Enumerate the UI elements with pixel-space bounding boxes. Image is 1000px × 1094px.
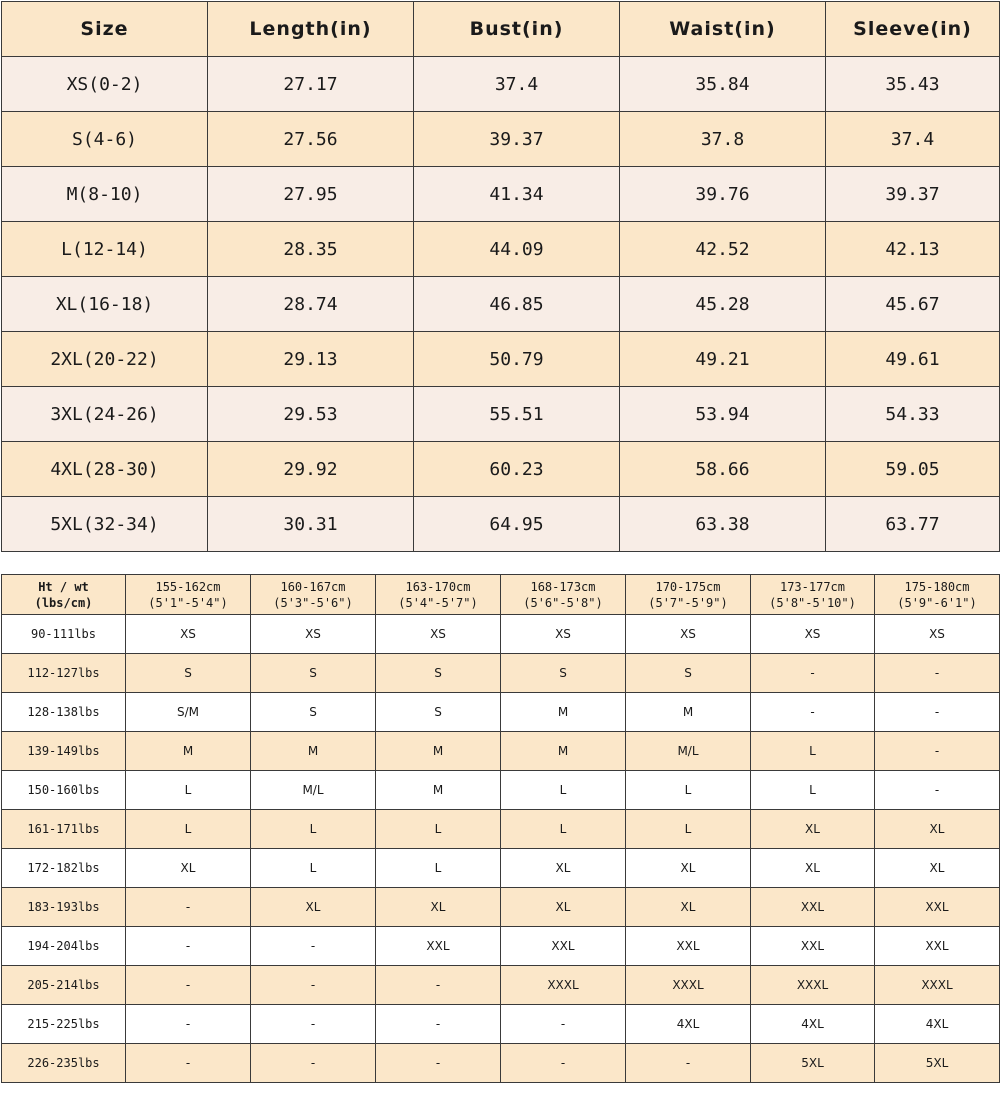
recommended-size-cell: M: [501, 732, 626, 771]
size-label-cell: XL(16-18): [2, 277, 208, 332]
recommended-size-cell: L: [126, 810, 251, 849]
recommended-size-cell: -: [126, 1044, 251, 1083]
recommended-size-cell: M: [626, 693, 751, 732]
recommended-size-cell: XXL: [875, 888, 1000, 927]
recommended-size-cell: -: [126, 1005, 251, 1044]
height-range-header: [251, 575, 376, 615]
recommended-size-cell: XXXL: [501, 966, 626, 1005]
recommended-size-cell: XL: [875, 849, 1000, 888]
recommended-size-cell: L: [251, 810, 376, 849]
measurement-cell: 39.37: [414, 112, 620, 167]
recommended-size-cell: XL: [501, 888, 626, 927]
fit-table-row: [2, 654, 1000, 693]
weight-range-cell: 205-214lbs: [2, 966, 126, 1005]
height-cm-label: 160-167cm: [280, 579, 346, 594]
fit-table-row: [2, 849, 1000, 888]
recommended-size-cell: S: [251, 654, 376, 693]
recommended-size-cell: L: [626, 771, 751, 810]
recommended-size-cell: XS: [875, 615, 1000, 654]
size-label-cell: S(4-6): [2, 112, 208, 167]
size-table-header-cell: Bust(in): [414, 2, 620, 57]
recommended-size-cell: XXXL: [751, 966, 875, 1005]
fit-table-header-row: [2, 575, 1000, 615]
measurement-cell: 30.31: [208, 497, 414, 552]
recommended-size-cell: -: [626, 1044, 751, 1083]
height-ft-label: (5'4"-5'7"): [398, 595, 478, 610]
recommended-size-cell: -: [501, 1044, 626, 1083]
height-range-header: [751, 575, 875, 615]
size-table-header-cell: Length(in): [208, 2, 414, 57]
measurement-cell: 63.38: [620, 497, 826, 552]
height-ft-label: (5'8"-5'10"): [769, 595, 856, 610]
measurement-cell: 55.51: [414, 387, 620, 442]
recommended-size-cell: XS: [376, 615, 501, 654]
recommended-size-cell: XS: [626, 615, 751, 654]
size-table-row: [2, 497, 1000, 552]
fit-table-row: [2, 888, 1000, 927]
height-cm-label: 170-175cm: [655, 579, 721, 594]
fit-table-row: [2, 927, 1000, 966]
recommended-size-cell: XXL: [376, 927, 501, 966]
size-table-row: [2, 112, 1000, 167]
height-cm-label: 155-162cm: [155, 579, 221, 594]
recommended-size-cell: -: [126, 927, 251, 966]
recommended-size-cell: XXL: [626, 927, 751, 966]
measurement-cell: 45.28: [620, 277, 826, 332]
measurement-cell: 44.09: [414, 222, 620, 277]
recommended-size-cell: XXL: [501, 927, 626, 966]
height-ft-label: (5'7"-5'9"): [648, 595, 728, 610]
weight-range-cell: 150-160lbs: [2, 771, 126, 810]
weight-range-cell: 112-127lbs: [2, 654, 126, 693]
recommended-size-cell: S: [626, 654, 751, 693]
measurement-cell: 50.79: [414, 332, 620, 387]
recommended-size-cell: -: [751, 654, 875, 693]
height-cm-label: 173-177cm: [779, 579, 846, 594]
recommended-size-cell: L: [751, 732, 875, 771]
measurement-cell: 53.94: [620, 387, 826, 442]
height-cm-label: 175-180cm: [904, 579, 970, 594]
measurement-cell: 39.37: [826, 167, 1000, 222]
measurement-cell: 58.66: [620, 442, 826, 497]
recommended-size-cell: M/L: [251, 771, 376, 810]
size-table-header-cell: Size: [2, 2, 208, 57]
measurement-cell: 59.05: [826, 442, 1000, 497]
measurement-cell: 42.13: [826, 222, 1000, 277]
measurement-cell: 63.77: [826, 497, 1000, 552]
recommended-size-cell: XXXL: [626, 966, 751, 1005]
measurement-cell: 27.56: [208, 112, 414, 167]
recommended-size-cell: XS: [251, 615, 376, 654]
size-table-row: [2, 57, 1000, 112]
weight-range-cell: 161-171lbs: [2, 810, 126, 849]
size-table-header-cell: Waist(in): [620, 2, 826, 57]
measurement-cell: 35.43: [826, 57, 1000, 112]
measurement-cell: 35.84: [620, 57, 826, 112]
size-table-row: [2, 387, 1000, 442]
height-ft-label: (5'3"-5'6"): [273, 595, 353, 610]
fit-table-row: [2, 1044, 1000, 1083]
recommended-size-cell: -: [251, 1005, 376, 1044]
recommended-size-cell: L: [126, 771, 251, 810]
corner-label-line: (lbs/cm): [34, 595, 93, 610]
recommended-size-cell: M: [376, 732, 501, 771]
size-table-row: [2, 442, 1000, 497]
recommended-size-cell: L: [376, 810, 501, 849]
fit-table-corner-cell: [2, 575, 126, 615]
recommended-size-cell: S: [501, 654, 626, 693]
weight-range-cell: 139-149lbs: [2, 732, 126, 771]
height-range-header: [626, 575, 751, 615]
recommended-size-cell: -: [376, 966, 501, 1005]
measurement-cell: 27.17: [208, 57, 414, 112]
recommended-size-cell: 5XL: [875, 1044, 1000, 1083]
height-cm-label: 168-173cm: [530, 579, 596, 594]
recommended-size-cell: XL: [626, 888, 751, 927]
recommended-size-cell: XXXL: [875, 966, 1000, 1005]
recommended-size-cell: S/M: [126, 693, 251, 732]
recommended-size-cell: XL: [251, 888, 376, 927]
measurement-cell: 37.8: [620, 112, 826, 167]
recommended-size-cell: -: [875, 654, 1000, 693]
recommended-size-cell: -: [751, 693, 875, 732]
size-table-row: [2, 167, 1000, 222]
height-range-header: [501, 575, 626, 615]
measurement-cell: 42.52: [620, 222, 826, 277]
fit-table-row: [2, 966, 1000, 1005]
weight-range-cell: 90-111lbs: [2, 615, 126, 654]
recommended-size-cell: XS: [126, 615, 251, 654]
measurement-cell: 64.95: [414, 497, 620, 552]
recommended-size-cell: XL: [501, 849, 626, 888]
measurement-cell: 54.33: [826, 387, 1000, 442]
size-label-cell: XS(0-2): [2, 57, 208, 112]
height-weight-fit-table: [1, 574, 1000, 1083]
recommended-size-cell: 4XL: [751, 1005, 875, 1044]
measurement-cell: 29.53: [208, 387, 414, 442]
height-range-header: [376, 575, 501, 615]
recommended-size-cell: -: [376, 1044, 501, 1083]
measurement-cell: 41.34: [414, 167, 620, 222]
height-range-header: [126, 575, 251, 615]
measurement-cell: 27.95: [208, 167, 414, 222]
recommended-size-cell: -: [875, 732, 1000, 771]
recommended-size-cell: XXL: [875, 927, 1000, 966]
recommended-size-cell: -: [251, 966, 376, 1005]
size-label-cell: L(12-14): [2, 222, 208, 277]
measurement-cell: 29.13: [208, 332, 414, 387]
recommended-size-cell: XS: [501, 615, 626, 654]
recommended-size-cell: XL: [376, 888, 501, 927]
weight-range-cell: 172-182lbs: [2, 849, 126, 888]
size-table-row: [2, 277, 1000, 332]
recommended-size-cell: L: [376, 849, 501, 888]
recommended-size-cell: XL: [626, 849, 751, 888]
recommended-size-cell: -: [501, 1005, 626, 1044]
measurement-cell: 60.23: [414, 442, 620, 497]
recommended-size-cell: XL: [751, 810, 875, 849]
measurement-cell: 29.92: [208, 442, 414, 497]
size-table-row: [2, 332, 1000, 387]
recommended-size-cell: XL: [751, 849, 875, 888]
recommended-size-cell: M/L: [626, 732, 751, 771]
recommended-size-cell: M: [376, 771, 501, 810]
height-range-header: [875, 575, 1000, 615]
measurement-cell: 49.61: [826, 332, 1000, 387]
recommended-size-cell: M: [251, 732, 376, 771]
recommended-size-cell: S: [376, 693, 501, 732]
height-ft-label: (5'6"-5'8"): [523, 595, 603, 610]
size-label-cell: 4XL(28-30): [2, 442, 208, 497]
measurement-cell: 49.21: [620, 332, 826, 387]
fit-table-row: [2, 810, 1000, 849]
recommended-size-cell: XXL: [751, 927, 875, 966]
measurement-cell: 45.67: [826, 277, 1000, 332]
recommended-size-cell: M: [501, 693, 626, 732]
recommended-size-cell: -: [126, 888, 251, 927]
size-table-row: [2, 222, 1000, 277]
recommended-size-cell: S: [376, 654, 501, 693]
recommended-size-cell: S: [126, 654, 251, 693]
weight-range-cell: 226-235lbs: [2, 1044, 126, 1083]
measurement-cell: 37.4: [826, 112, 1000, 167]
recommended-size-cell: L: [501, 771, 626, 810]
fit-table-row: [2, 615, 1000, 654]
recommended-size-cell: -: [251, 1044, 376, 1083]
recommended-size-cell: XL: [875, 810, 1000, 849]
recommended-size-cell: -: [875, 771, 1000, 810]
measurement-cell: 39.76: [620, 167, 826, 222]
fit-table-row: [2, 1005, 1000, 1044]
weight-range-cell: 215-225lbs: [2, 1005, 126, 1044]
recommended-size-cell: L: [751, 771, 875, 810]
recommended-size-cell: -: [875, 693, 1000, 732]
size-label-cell: 2XL(20-22): [2, 332, 208, 387]
recommended-size-cell: XS: [751, 615, 875, 654]
recommended-size-cell: -: [376, 1005, 501, 1044]
size-measurement-table: [1, 1, 1000, 552]
recommended-size-cell: 4XL: [626, 1005, 751, 1044]
measurement-cell: 37.4: [414, 57, 620, 112]
recommended-size-cell: S: [251, 693, 376, 732]
size-table-header-cell: Sleeve(in): [826, 2, 1000, 57]
height-cm-label: 163-170cm: [405, 579, 471, 594]
recommended-size-cell: -: [126, 966, 251, 1005]
recommended-size-cell: XL: [126, 849, 251, 888]
recommended-size-cell: XXL: [751, 888, 875, 927]
recommended-size-cell: M: [126, 732, 251, 771]
corner-label-line: Ht / wt: [38, 579, 89, 594]
measurement-cell: 28.74: [208, 277, 414, 332]
recommended-size-cell: L: [501, 810, 626, 849]
weight-range-cell: 183-193lbs: [2, 888, 126, 927]
size-label-cell: 5XL(32-34): [2, 497, 208, 552]
recommended-size-cell: 4XL: [875, 1005, 1000, 1044]
size-table-header-row: [2, 2, 1000, 57]
recommended-size-cell: L: [251, 849, 376, 888]
recommended-size-cell: 5XL: [751, 1044, 875, 1083]
size-label-cell: M(8-10): [2, 167, 208, 222]
fit-table-row: [2, 771, 1000, 810]
size-label-cell: 3XL(24-26): [2, 387, 208, 442]
measurement-cell: 28.35: [208, 222, 414, 277]
height-ft-label: (5'9"-6'1"): [897, 595, 977, 610]
fit-table-row: [2, 693, 1000, 732]
height-ft-label: (5'1"-5'4"): [148, 595, 228, 610]
fit-table-row: [2, 732, 1000, 771]
measurement-cell: 46.85: [414, 277, 620, 332]
weight-range-cell: 194-204lbs: [2, 927, 126, 966]
recommended-size-cell: L: [626, 810, 751, 849]
recommended-size-cell: -: [251, 927, 376, 966]
weight-range-cell: 128-138lbs: [2, 693, 126, 732]
